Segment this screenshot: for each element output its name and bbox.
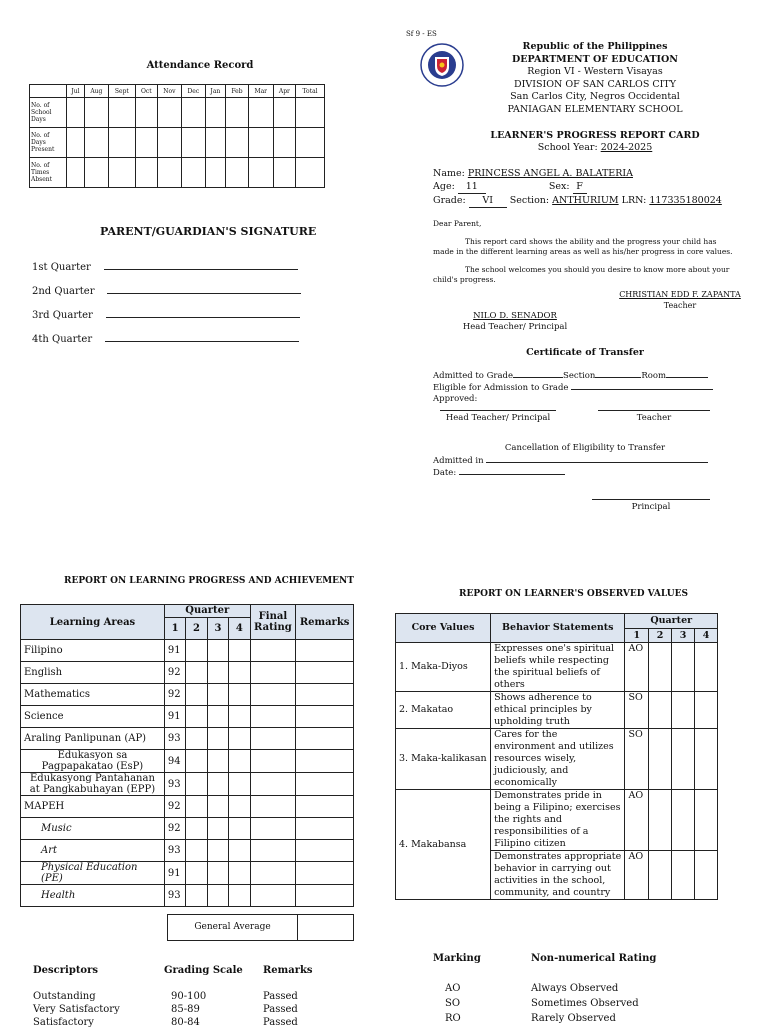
transfer-fields: Admitted to Grade Section Room Eligible for Admission to Grade Approved:	[433, 371, 733, 406]
table-row: Edukasyong Pantahanan at Pangkabuhayan (EPP) 93	[21, 773, 354, 796]
school-header: Republic of the Philippines DEPARTMENT OF EDUCATION Region VI - Western Visayas DIVISION OF SAN CARLOS CITY San Carlos City, Negros Occidental PANIAGAN ELEMENTARY SCHOOL	[507, 41, 683, 115]
general-average-value	[296, 914, 354, 941]
table-row: Science 91	[21, 706, 354, 728]
table-row: Physical Education (PE) 91	[21, 862, 354, 885]
learner-lrn: 117335180024	[649, 195, 722, 206]
learning-progress-table: Learning Areas Quarter Final Rating Remarks 1 2 3 4 Filipino 91 English 92 Mathematics 92 Science 91 Araling Panlipunan (AP) 93 Edukasyon sa Pagpapakatao (EsP) 94 Edukasyong Pantahanan at Pangkabuhayan (EPP) 93 MAPEH 92 Music 92 Art 93 Physical Education (PE) 91 Health 93	[20, 604, 354, 907]
transfer-teacher-sign: Teacher	[598, 410, 710, 425]
parent-signature-lines	[32, 262, 302, 358]
table-row: Demonstrates appropriate behavior in carrying out activities in the school, community, and country AO	[396, 851, 718, 900]
general-average-label: General Average	[167, 914, 298, 941]
transfer-title: Certificate of Transfer	[526, 347, 644, 358]
month-header: Jan	[205, 85, 226, 98]
table-row: English 92	[21, 662, 354, 684]
observed-values-table: Core Values Behavior Statements Quarter 1 2 3 4 1. Maka-Diyos Expresses one's spiritual beliefs while respecting the spiritual beliefs of others AO 2. Makatao Shows adherence to ethical principles by upholding truth SO 3. Maka-kalikasan Cares for the environment and utilizes resources wisely, judiciously, and economically SO 4. Makabansa Demonstrates pride in being a Filipino; exercises the rights and responsibilities of a Filipino citizen AO Demonstrates appropriate behavior in carrying out activities in the school, community, and country AO	[395, 613, 718, 900]
cancel-fields: Admitted in Date:	[433, 455, 733, 479]
table-row: Edukasyon sa Pagpapakatao (EsP) 94	[21, 750, 354, 773]
table-row: Art 93	[21, 840, 354, 862]
month-header: Aug	[84, 85, 108, 98]
teacher-signature: CHRISTIAN EDD F. ZAPANTA Teacher	[619, 290, 741, 310]
table-row: Mathematics 92	[21, 684, 354, 706]
report-card-title-block: LEARNER'S PROGRESS REPORT CARD School Year: 2024-2025	[490, 130, 700, 153]
transfer-head-sign: Head Teacher/ Principal	[440, 410, 556, 425]
table-row: 1. Maka-Diyos Expresses one's spiritual beliefs while respecting the spiritual beliefs of others AO	[396, 643, 718, 692]
table-row: 3. Maka-kalikasan Cares for the environment and utilizes resources wisely, judiciously, and economically SO	[396, 729, 718, 790]
learner-name: PRINCESS ANGEL A. BALATERIA	[467, 168, 633, 179]
learner-sex: F	[573, 180, 587, 194]
table-row: Araling Panlipunan (AP) 93	[21, 728, 354, 750]
month-header: Apr	[273, 85, 295, 98]
learner-age: 11	[458, 180, 486, 194]
cancel-title: Cancellation of Eligibility to Transfer	[504, 443, 666, 453]
table-row: Filipino 91	[21, 640, 354, 662]
form-code: Sf 9 - ES	[406, 30, 437, 38]
month-header: Total	[296, 85, 325, 98]
school-year: 2024-2025	[600, 142, 653, 153]
table-row: 2. Makatao Shows adherence to ethical principles by upholding truth SO	[396, 692, 718, 729]
table-row: MAPEH 92	[21, 796, 354, 818]
marking-table: Marking Non-numerical Rating AO Always Observed SO Sometimes Observed RO Rarely Observed	[433, 953, 733, 1028]
list-item: RO Rarely Observed	[445, 1013, 616, 1024]
learner-section: ANTHURIUM	[552, 195, 619, 206]
month-header: Nov	[157, 85, 181, 98]
learner-info: Name: PRINCESS ANGEL A. BALATERIA Age: 11 Sex: F Grade: VI Section: ANTHURIUM LRN: 117335180024	[433, 168, 722, 206]
attendance-row-label: No. of Times Absent	[30, 158, 67, 188]
signature-q2: 2nd Quarter	[32, 286, 302, 310]
table-row: 4. Makabansa Demonstrates pride in being a Filipino; exercises the rights and responsibilities of a Filipino citizen AO	[396, 790, 718, 851]
deped-seal-icon	[420, 43, 464, 87]
descriptors-table: Descriptors Grading Scale Remarks Outstanding 90-100 Passed Very Satisfactory 85-89 Passed Satisfactory 80-84 Passed	[33, 965, 333, 1030]
principal-sign: Principal	[592, 499, 710, 514]
month-header: Jul	[67, 85, 85, 98]
signature-q4: 4th Quarter	[32, 334, 302, 358]
table-row: Health 93	[21, 885, 354, 907]
month-header: Oct	[135, 85, 157, 98]
attendance-table	[29, 84, 325, 188]
list-item: Satisfactory 80-84 Passed	[33, 1017, 298, 1028]
month-header: Mar	[248, 85, 273, 98]
learner-grade: VI	[469, 194, 507, 208]
list-item: Outstanding 90-100 Passed	[33, 991, 298, 1002]
month-header: Feb	[226, 85, 249, 98]
attendance-row-label: No. of Days Present	[30, 128, 67, 158]
attendance-row-label: No. of School Days	[30, 98, 67, 128]
list-item: Very Satisfactory 85-89 Passed	[33, 1004, 298, 1015]
signature-q3: 3rd Quarter	[32, 310, 302, 334]
table-row: Music 92	[21, 818, 354, 840]
list-item: AO Always Observed	[445, 983, 619, 994]
parent-letter: Dear Parent, This report card shows the ability and the progress your child has made in the different learning areas as well as his/her progress in core values. The school welcomes you should you desire to know more about your child's progress.	[433, 219, 733, 284]
parent-signature-title: PARENT/GUARDIAN'S SIGNATURE	[100, 225, 317, 238]
observed-values-title: REPORT ON LEARNER'S OBSERVED VALUES	[459, 589, 688, 599]
month-header: Sept	[108, 85, 135, 98]
list-item: SO Sometimes Observed	[445, 998, 639, 1009]
head-teacher-signature: NILO D. SENADOR Head Teacher/ Principal	[462, 311, 568, 332]
learning-progress-title: REPORT ON LEARNING PROGRESS AND ACHIEVEMENT	[64, 576, 354, 586]
attendance-title: Attendance Record	[146, 60, 254, 71]
month-header: Dec	[182, 85, 206, 98]
signature-q1: 1st Quarter	[32, 262, 302, 286]
